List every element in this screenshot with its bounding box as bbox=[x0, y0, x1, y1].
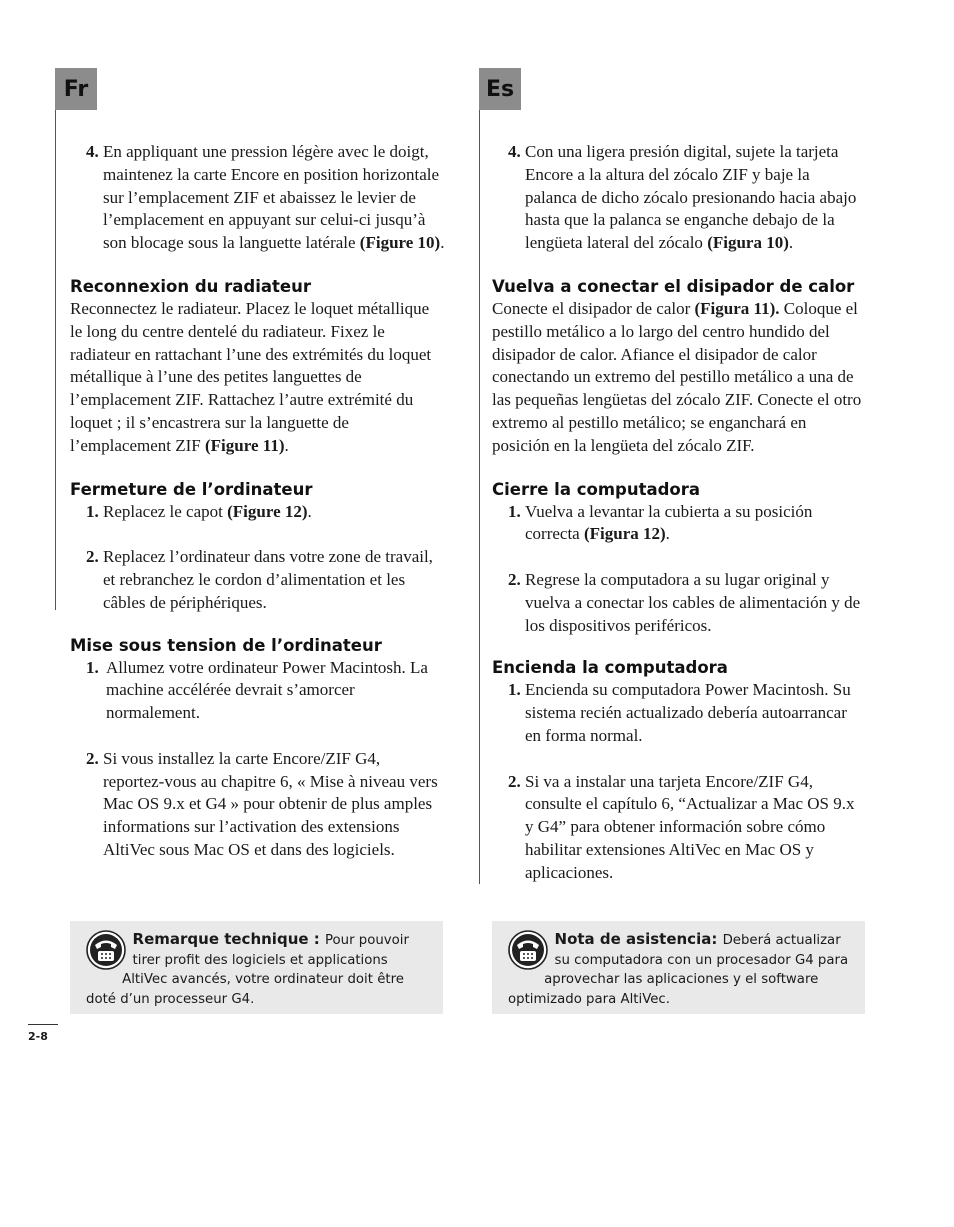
section-heading: Cierre la computadora bbox=[492, 479, 701, 499]
body-text: Coloque el pestillo metálico a lo largo del centro hundido del disipador de calor. Afiance el disipador de calor conectando un extremo del pestillo metálico a una de las pequeñas lengüetas del zócalo ZIF. Conecte el otro extremo al pestillo metálico; se enganchará en posición en la lengüeta del zócalo ZIF. bbox=[492, 298, 862, 455]
step-item bbox=[86, 657, 445, 725]
section-heading: Mise sous tension de l’ordinateur bbox=[70, 635, 382, 655]
step-item bbox=[508, 771, 865, 885]
step-number: 2. bbox=[508, 771, 521, 791]
section-body bbox=[492, 298, 865, 458]
figure-reference: (Figura 10) bbox=[707, 233, 789, 253]
column-es bbox=[492, 141, 865, 885]
body-end: . bbox=[284, 435, 289, 455]
section-heading: Encienda la computadora bbox=[492, 658, 728, 678]
figure-reference: (Figure 10) bbox=[359, 233, 441, 253]
figure-reference: (Figura 12) bbox=[583, 524, 666, 544]
language-tab-fr bbox=[55, 68, 97, 110]
step-number: 4. bbox=[86, 142, 99, 161]
figure-reference: (Figura 11). bbox=[694, 298, 780, 318]
body-text: Reconnectez le radiateur. Placez le loquet métallique le long du centre dentelé du radiateur. Fixez le radiateur en rattachant l’une des extrémités du loquet métallique à l’une des petites languettes de l’emplacement ZIF. Rattachez l’autre extrémité du loquet ; il s’encastrera sur la languette de l’emplacement ZIF bbox=[70, 298, 432, 455]
note-text: Pour pouvoir tirer profit des logiciels et applications AltiVec avancés, votre ordinateur doit être doté d’un processeur G4. bbox=[86, 933, 409, 1007]
note-text: Deberá actualizar su computadora con un procesador G4 para aprovechar las aplicaciones y el software optimizado para AltiVec. bbox=[508, 933, 849, 1007]
step-item bbox=[508, 679, 865, 747]
step-item bbox=[508, 569, 865, 637]
step-item bbox=[86, 546, 445, 614]
step-text: Replacez l’ordinateur dans votre zone de travail, et rebranchez le cordon d’alimentation et les câbles de périphériques. bbox=[103, 547, 433, 612]
step-text: Si va a instalar una tarjeta Encore/ZIF G4, consulte el capítulo 6, “Actualizar a Mac OS 9.x y G4” para obtener información sobre cómo habilitar extensiones AltiVec en Mac OS y aplicaciones. bbox=[525, 771, 855, 882]
step-number: 2. bbox=[86, 748, 99, 768]
column-rule-es bbox=[479, 110, 480, 884]
step-number: 1. bbox=[508, 680, 521, 700]
step-text bbox=[525, 141, 865, 255]
figure-reference: (Figure 11) bbox=[205, 435, 285, 455]
language-tab-label: Fr bbox=[63, 76, 89, 102]
step-number: 2. bbox=[508, 569, 521, 589]
step-number: 4. bbox=[508, 142, 521, 161]
step-number: 1. bbox=[86, 501, 99, 521]
section-heading: Reconnexion du radiateur bbox=[70, 276, 311, 296]
step-item bbox=[508, 501, 865, 547]
column-rule-fr bbox=[55, 110, 56, 610]
language-tab-es bbox=[479, 68, 521, 110]
telephone-support-icon bbox=[86, 930, 126, 970]
column-fr bbox=[70, 141, 445, 862]
step-end: . bbox=[788, 233, 794, 253]
step-text: Si vous installez la carte Encore/ZIF G4, reportez-vous au chapitre 6, « Mise à niveau vers Mac OS 9.x et G4 » pour obtenir de plus amples informations sur l’activation des extensions AltiVec sous Mac OS et dans des logiciels. bbox=[103, 748, 438, 859]
step-item bbox=[508, 141, 865, 255]
step-text bbox=[525, 501, 865, 547]
step-end: . bbox=[440, 233, 445, 253]
body-text: Conecte el disipador de calor bbox=[492, 298, 695, 318]
support-note-es bbox=[492, 921, 865, 1014]
step-item bbox=[86, 748, 445, 862]
section-body bbox=[70, 298, 445, 458]
step-number: 1. bbox=[86, 657, 99, 677]
language-tab-label: Es bbox=[485, 76, 515, 102]
step-item bbox=[86, 501, 445, 524]
step-body: En appliquant une pression légère avec le doigt, maintenez la carte Encore en position horizontale sur l’emplacement ZIF et abaissez le levier de l’emplacement en appuyant sur celui-ci jusqu’à son blocage sous la languette latérale bbox=[103, 142, 440, 253]
step-text: Regrese la computadora a su lugar original y vuelva a conectar los cables de alimentación y de los dispositivos periféricos. bbox=[525, 569, 861, 635]
step-item bbox=[86, 141, 445, 255]
step-number: 2. bbox=[86, 547, 99, 567]
step-body: Con una ligera presión digital, sujete la tarjeta Encore a la altura del zócalo ZIF y baje la palanca de dicho zócalo presionando hacia abajo hasta que la palanca se enganche debajo de la lengüeta lateral del zócalo bbox=[525, 142, 857, 253]
step-body: Replacez le capot bbox=[103, 501, 228, 521]
step-end: . bbox=[307, 501, 312, 521]
step-end: . bbox=[665, 524, 670, 544]
telephone-support-icon bbox=[508, 930, 548, 970]
technical-note-fr bbox=[70, 921, 443, 1014]
note-label: Nota de asistencia: bbox=[554, 930, 723, 948]
step-body: Vuelva a levantar la cubierta a su posición correcta bbox=[525, 501, 813, 544]
step-number: 1. bbox=[508, 501, 521, 521]
figure-reference: (Figure 12) bbox=[227, 501, 308, 521]
step-text bbox=[103, 141, 445, 255]
note-label: Remarque technique : bbox=[132, 930, 325, 948]
section-heading: Fermeture de l’ordinateur bbox=[70, 479, 313, 499]
step-text: Allumez votre ordinateur Power Macintosh. La machine accélérée devrait s’amorcer normalement. bbox=[106, 657, 428, 723]
step-text: Encienda su computadora Power Macintosh. Su sistema recién actualizado debería autoarrancar en forma normal. bbox=[525, 680, 851, 745]
step-text bbox=[103, 501, 445, 524]
section-heading: Vuelva a conectar el disipador de calor bbox=[492, 276, 855, 296]
page-number: 2-8 bbox=[28, 1024, 58, 1043]
